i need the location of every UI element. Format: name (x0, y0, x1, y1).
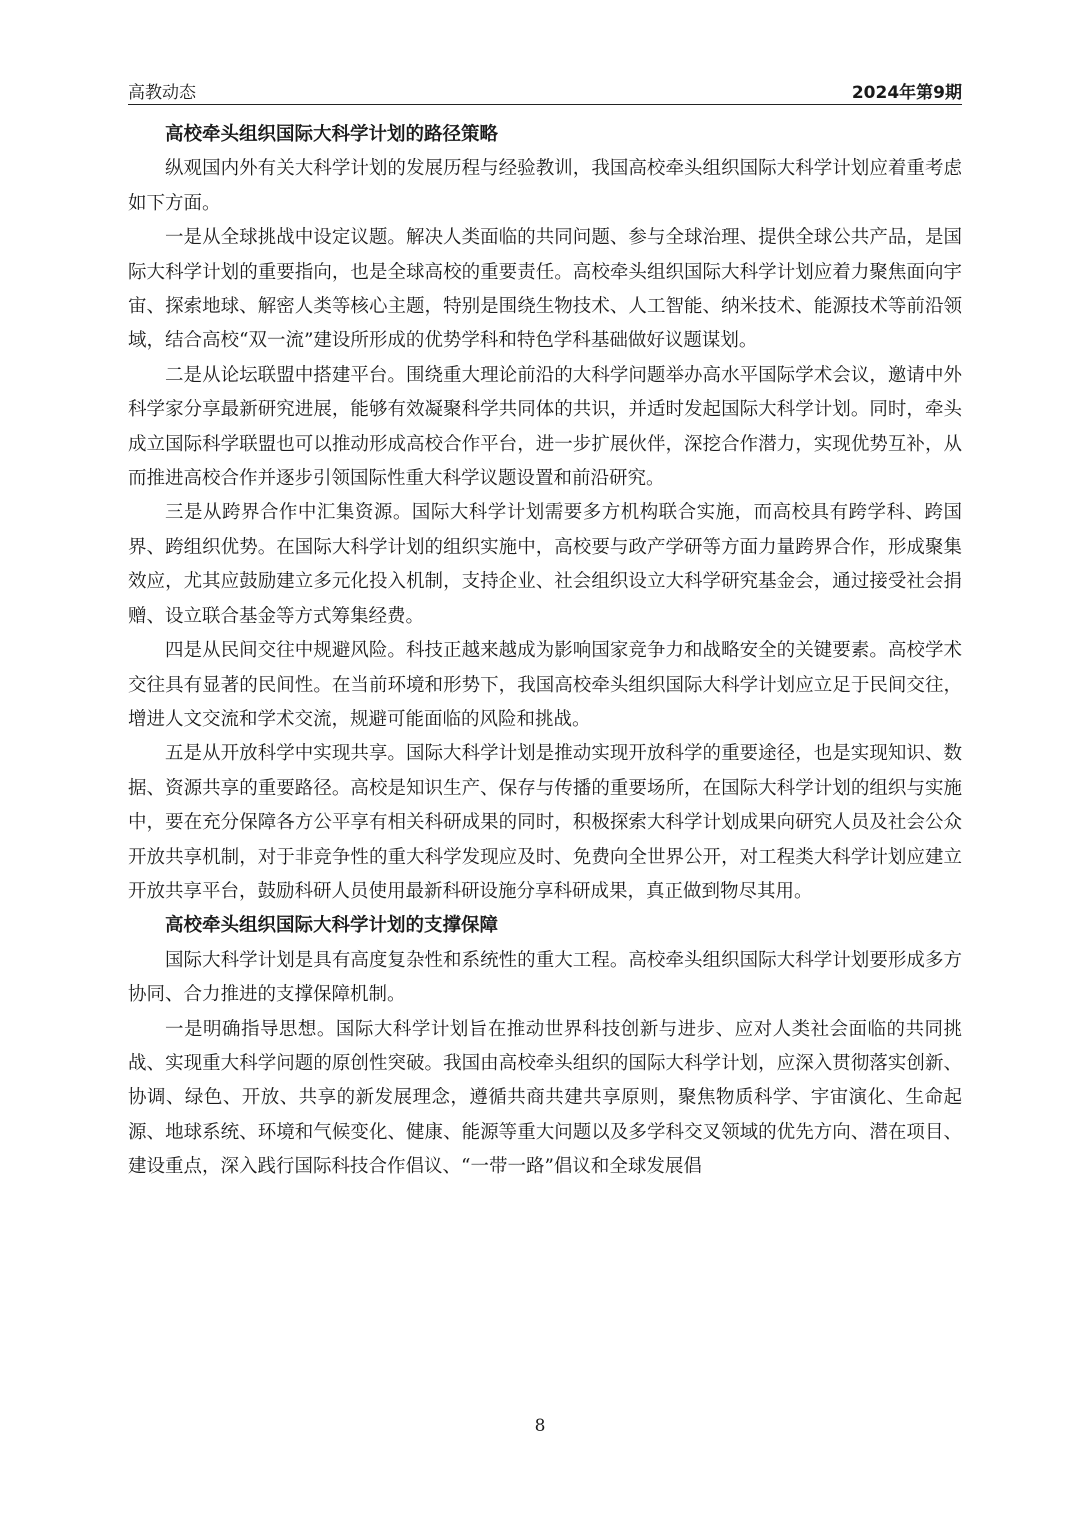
paragraph: 三是从跨界合作中汇集资源。国际大科学计划需要多方机构联合实施，而高校具有跨学科、跨国界、跨组织优势。在国际大科学计划的组织实施中，高校要与政产学研等方面力量跨界合作，形成聚集效应，尤其应鼓励建立多元化投入机制，支持企业、社会组织设立大科学研究基金会，通过接受社会捐赠、设立联合基金等方式筹集经费。 (128, 502, 962, 627)
issue-number: 2024年第9期 (851, 83, 962, 103)
paragraph: 国际大科学计划是具有高度复杂性和系统性的重大工程。高校牵头组织国际大科学计划要形成多方协同、合力推进的支撑保障机制。 (128, 949, 962, 1006)
section-heading: 高校牵头组织国际大科学计划的路径策略 (165, 124, 499, 145)
journal-title: 高教动态 (128, 83, 196, 103)
paragraph: 一是从全球挑战中设定议题。解决人类面临的共同问题、参与全球治理、提供全球公共产品，是国际大科学计划的重要指向，也是全球高校的重要责任。高校牵头组织国际大科学计划应着力聚焦面向宇宙、探索地球、解密人类等核心主题，特别是围绕生物技术、人工智能、纳米技术、能源技术等前沿领域，结合高校“双一流”建设所形成的优势学科和特色学科基础做好议题谋划。 (128, 227, 962, 352)
section-heading: 高校牵头组织国际大科学计划的支撑保障 (165, 915, 499, 937)
article-body (128, 118, 962, 1185)
paragraph: 二是从论坛联盟中搭建平台。围绕重大理论前沿的大科学问题举办高水平国际学术会议，邀请中外科学家分享最新研究进展，能够有效凝聚科学共同体的共识，并适时发起国际大科学计划。同时，牵头成立国际科学联盟也可以推动形成高校合作平台，进一步扩展伙伴，深挖合作潜力，实现优势互补，从而推进高校合作并逐步引领国际性重大科学议题设置和前沿研究。 (128, 364, 962, 490)
paragraph: 四是从民间交往中规避风险。科技正越来越成为影响国家竞争力和战略安全的关键要素。高校学术交往具有显著的民间性。在当前环境和形势下，我国高校牵头组织国际大科学计划应立足于民间交往，增进人文交流和学术交流，规避可能面临的风险和挑战。 (128, 640, 962, 730)
paragraph: 纵观国内外有关大科学计划的发展历程与经验教训，我国高校牵头组织国际大科学计划应着重考虑如下方面。 (128, 158, 962, 214)
running-header (128, 78, 962, 105)
page-number: 8 (534, 1416, 546, 1436)
paragraph: 五是从开放科学中实现共享。国际大科学计划是推动实现开放科学的重要途径，也是实现知识、数据、资源共享的重要路径。高校是知识生产、保存与传播的重要场所，在国际大科学计划的组织与实施中，要在充分保障各方公平享有相关科研成果的同时，积极探索大科学计划成果向研究人员及社会公众开放共享机制，对于非竞争性的重大科学发现应及时、免费向全世界公开，对工程类大科学计划应建立开放共享平台，鼓励科研人员使用最新科研设施分享科研成果，真正做到物尽其用。 (128, 743, 962, 902)
paragraph: 一是明确指导思想。国际大科学计划旨在推动世界科技创新与进步、应对人类社会面临的共同挑战、实现重大科学问题的原创性突破。我国由高校牵头组织的国际大科学计划，应深入贯彻落实创新、协调、绿色、开放、共享的新发展理念，遵循共商共建共享原则，聚焦物质科学、宇宙演化、生命起源、地球系统、环境和气候变化、健康、能源等重大问题以及多学科交叉领域的优先方向、潜在项目、建设重点，深入践行国际科技合作倡议、“一带一路”倡议和全球发展倡 (128, 1018, 962, 1178)
